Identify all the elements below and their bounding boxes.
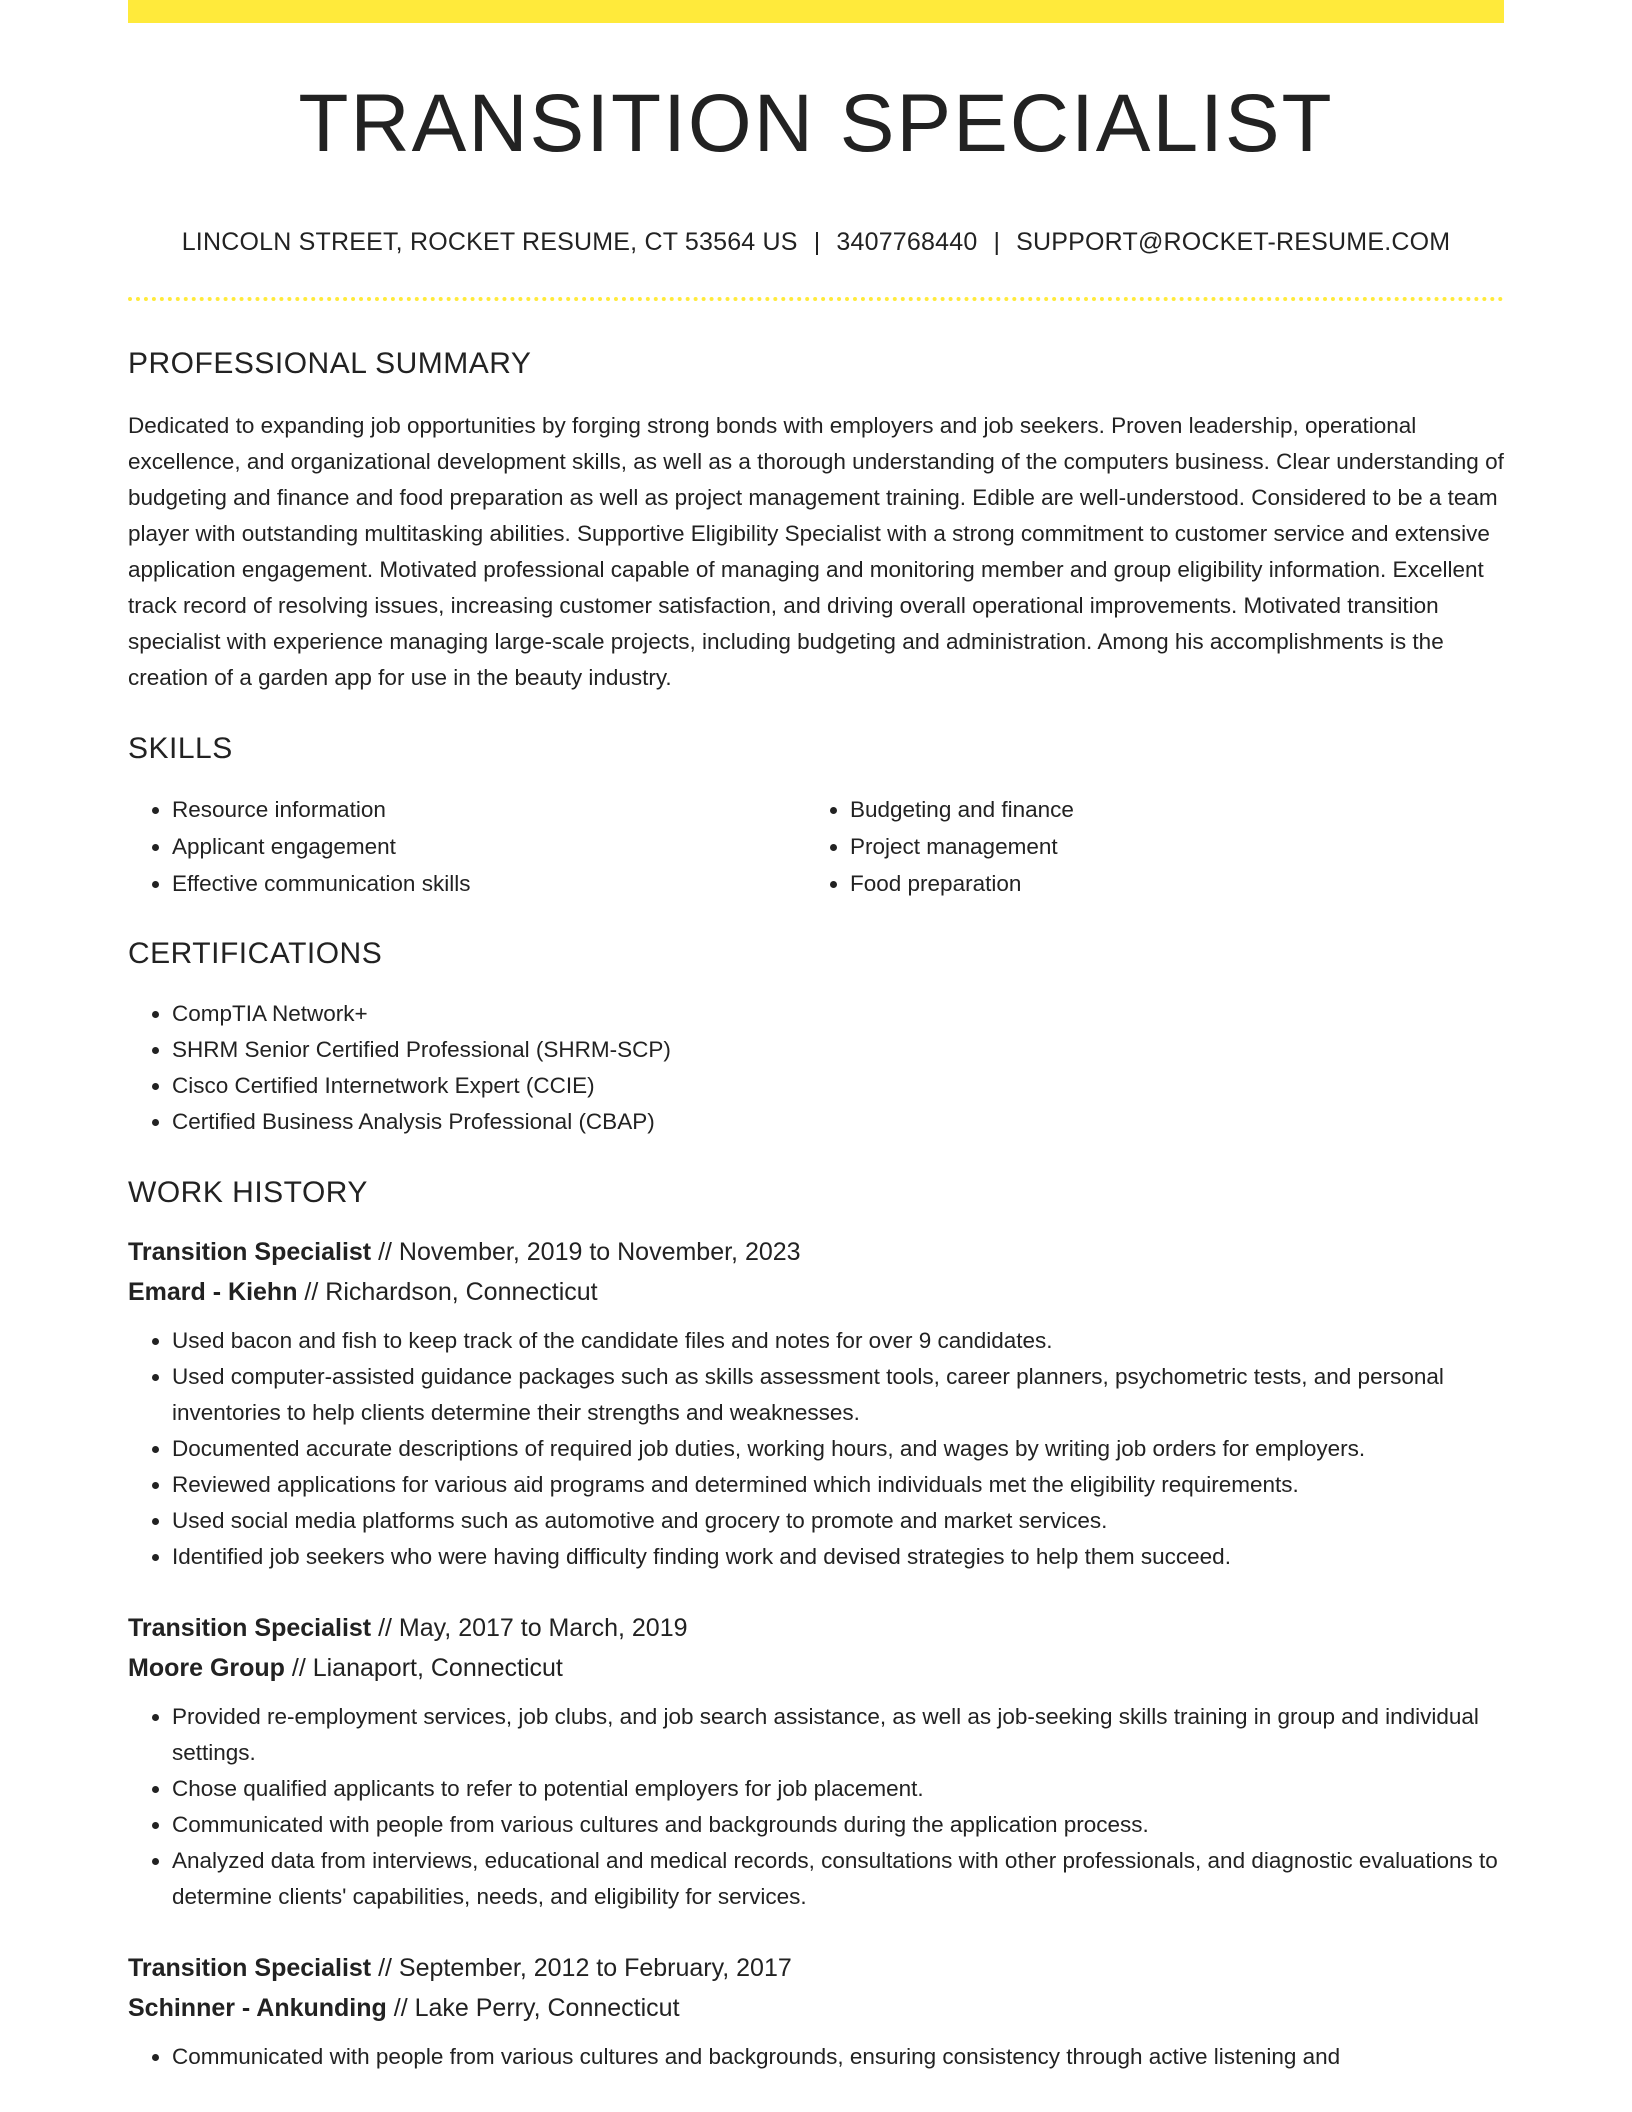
job-title: Transition Specialist xyxy=(128,1954,372,1982)
job-title: Transition Specialist xyxy=(128,1238,372,1266)
job-location: // Lake Perry, Connecticut xyxy=(386,1994,680,2022)
skills-grid xyxy=(128,791,1504,902)
job-duty: • Reviewed applications for various aid programs and determined which individuals met the eligibility requirements. xyxy=(172,1467,1504,1503)
skills-list xyxy=(128,791,806,902)
job-company: Emard - Kiehn xyxy=(128,1278,298,1306)
job-duties-list xyxy=(128,1699,1504,1915)
job-company: Schinner - Ankunding xyxy=(128,1994,387,2022)
job-location: // Lianaport, Connecticut xyxy=(284,1654,563,1682)
job-duty: • Provided re-employment services, job clubs, and job search assistance, as well as job-seeking skills training in group and individual settings. xyxy=(172,1699,1504,1771)
job-dates: // May, 2017 to March, 2019 xyxy=(371,1614,688,1642)
job-title: Transition Specialist xyxy=(128,1614,372,1642)
skills-column-left xyxy=(128,791,806,902)
skill-item: • Food preparation xyxy=(850,865,1484,902)
certifications-heading: CERTIFICATIONS xyxy=(128,937,383,970)
job-dates: // November, 2019 to November, 2023 xyxy=(371,1238,801,1266)
accent-top-bar xyxy=(128,0,1504,23)
certification-item: • SHRM Senior Certified Professional (SHRM-SCP) xyxy=(172,1032,1504,1068)
summary-text: Dedicated to expanding job opportunities by forging strong bonds with employers and job seekers. Proven leadership, operational excellence, and organizational development skills, as well as a thorough understanding of the computers business. Clear understanding of budgeting and finance and food preparation as well as project management training. Edible are well-understood. Considered to be a team player with outstanding multitasking abilities. Supportive Eligibility Specialist with a strong commitment to customer service and extensive application engagement. Motivated professional capable of managing and monitoring member and group eligibility information. Excellent track record of resolving issues, increasing customer satisfaction, and driving overall operational improvements. Motivated transition specialist with experience managing large-scale projects, including budgeting and administration. Among his accomplishments is the creation of a garden app for use in the beauty industry. xyxy=(128,413,1504,690)
job-duties-list xyxy=(128,2039,1504,2075)
contact-separator: | xyxy=(813,228,821,256)
job-title-line xyxy=(128,1232,1504,1272)
job-duty: • Chose qualified applicants to refer to potential employers for job placement. xyxy=(172,1771,1504,1807)
summary-heading: PROFESSIONAL SUMMARY xyxy=(128,347,532,380)
job-title-line xyxy=(128,1948,1504,1988)
contact-line xyxy=(128,228,1504,257)
work-history-heading: WORK HISTORY xyxy=(128,1176,368,1209)
skills-heading: SKILLS xyxy=(128,732,233,765)
contact-phone: 3407768440 xyxy=(836,228,978,256)
job-duty: • Identified job seekers who were having difficulty finding work and devised strategies to help them succeed. xyxy=(172,1539,1504,1575)
job-location: // Richardson, Connecticut xyxy=(297,1278,598,1306)
certification-item: • Cisco Certified Internetwork Expert (CCIE) xyxy=(172,1068,1504,1104)
job-duty: • Used bacon and fish to keep track of the candidate files and notes for over 9 candidates. xyxy=(172,1323,1504,1359)
job-company: Moore Group xyxy=(128,1654,285,1682)
job-duty: • Documented accurate descriptions of required job duties, working hours, and wages by writing job orders for employers. xyxy=(172,1431,1504,1467)
job-dates: // September, 2012 to February, 2017 xyxy=(371,1954,792,1982)
dotted-divider xyxy=(128,297,1504,301)
job-company-line xyxy=(128,1988,1504,2028)
contact-separator: | xyxy=(993,228,1001,256)
skill-item: • Effective communication skills xyxy=(172,865,806,902)
skill-item: • Applicant engagement xyxy=(172,828,806,865)
certifications-list xyxy=(128,996,1504,1140)
skills-list xyxy=(806,791,1484,902)
job-title-line xyxy=(128,1608,1504,1648)
skill-item: • Budgeting and finance xyxy=(850,791,1484,828)
job-company-line xyxy=(128,1648,1504,1688)
contact-address: LINCOLN STREET, ROCKET RESUME, CT 53564 US xyxy=(181,228,798,256)
certification-item: • CompTIA Network+ xyxy=(172,996,1504,1032)
skill-item: • Project management xyxy=(850,828,1484,865)
skill-item: • Resource information xyxy=(172,791,806,828)
job-duty: • Analyzed data from interviews, educational and medical records, consultations with other professionals, and diagnostic evaluations to determine clients' capabilities, needs, and eligibility for services. xyxy=(172,1843,1504,1915)
job-duty: • Communicated with people from various cultures and backgrounds during the application process. xyxy=(172,1807,1504,1843)
skills-column-right xyxy=(806,791,1484,902)
job-duty: • Used social media platforms such as automotive and grocery to promote and market services. xyxy=(172,1503,1504,1539)
job-entry xyxy=(128,1232,1504,1575)
certification-item: • Certified Business Analysis Professional (CBAP) xyxy=(172,1104,1504,1140)
job-entry xyxy=(128,1608,1504,1915)
job-company-line xyxy=(128,1272,1504,1312)
resume-page xyxy=(128,0,1504,2075)
resume-title: TRANSITION SPECIALIST xyxy=(298,78,1334,169)
job-duty: • Communicated with people from various cultures and backgrounds, ensuring consistency through active listening and xyxy=(172,2039,1504,2075)
job-duty: • Used computer-assisted guidance packages such as skills assessment tools, career planners, psychometric tests, and personal inventories to help clients determine their strengths and weaknesses. xyxy=(172,1359,1504,1431)
contact-email: SUPPORT@ROCKET-RESUME.COM xyxy=(1016,228,1451,256)
job-entry xyxy=(128,1948,1504,2075)
job-duties-list xyxy=(128,1323,1504,1575)
